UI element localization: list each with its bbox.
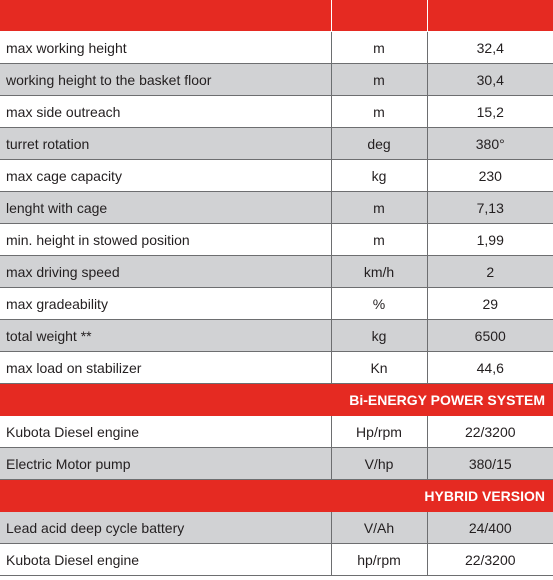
row-label: working height to the basket floor bbox=[0, 64, 331, 96]
row-label: lenght with cage bbox=[0, 192, 331, 224]
row-unit: m bbox=[331, 64, 427, 96]
row-label: max cage capacity bbox=[0, 160, 331, 192]
row-value: 44,6 bbox=[427, 352, 553, 384]
row-unit: hp/rpm bbox=[331, 544, 427, 576]
row-unit: % bbox=[331, 288, 427, 320]
row-value: 6500 bbox=[427, 320, 553, 352]
row-value: 32,4 bbox=[427, 32, 553, 64]
row-value: 22/3200 bbox=[427, 416, 553, 448]
table-row bbox=[0, 32, 553, 64]
row-unit: km/h bbox=[331, 256, 427, 288]
row-value: 7,13 bbox=[427, 192, 553, 224]
row-label: total weight ** bbox=[0, 320, 331, 352]
row-label: Kubota Diesel engine bbox=[0, 416, 331, 448]
row-label: turret rotation bbox=[0, 128, 331, 160]
section-header-hybrid bbox=[0, 480, 553, 512]
row-unit: m bbox=[331, 192, 427, 224]
row-value: 380/15 bbox=[427, 448, 553, 480]
header-cell-value bbox=[427, 0, 553, 32]
row-unit: V/hp bbox=[331, 448, 427, 480]
row-label: max gradeability bbox=[0, 288, 331, 320]
row-value: 2 bbox=[427, 256, 553, 288]
row-unit: kg bbox=[331, 320, 427, 352]
row-unit: m bbox=[331, 96, 427, 128]
table-row bbox=[0, 192, 553, 224]
table-row bbox=[0, 160, 553, 192]
row-value: 29 bbox=[427, 288, 553, 320]
row-label: max side outreach bbox=[0, 96, 331, 128]
row-value: 15,2 bbox=[427, 96, 553, 128]
table-row bbox=[0, 352, 553, 384]
header-cell-unit bbox=[331, 0, 427, 32]
row-label: min. height in stowed position bbox=[0, 224, 331, 256]
table-row bbox=[0, 448, 553, 480]
table-row bbox=[0, 224, 553, 256]
row-unit: Hp/rpm bbox=[331, 416, 427, 448]
row-label: max driving speed bbox=[0, 256, 331, 288]
row-value: 24/400 bbox=[427, 512, 553, 544]
table-row bbox=[0, 256, 553, 288]
table-row bbox=[0, 64, 553, 96]
table-row bbox=[0, 288, 553, 320]
row-unit: kg bbox=[331, 160, 427, 192]
row-unit: m bbox=[331, 32, 427, 64]
row-label: Kubota Diesel engine bbox=[0, 544, 331, 576]
row-value: 1,99 bbox=[427, 224, 553, 256]
table-row bbox=[0, 512, 553, 544]
row-unit: V/Ah bbox=[331, 512, 427, 544]
row-value: 380° bbox=[427, 128, 553, 160]
row-label: max load on stabilizer bbox=[0, 352, 331, 384]
table-row bbox=[0, 96, 553, 128]
row-label: Lead acid deep cycle battery bbox=[0, 512, 331, 544]
row-value: 22/3200 bbox=[427, 544, 553, 576]
table-row bbox=[0, 320, 553, 352]
row-value: 230 bbox=[427, 160, 553, 192]
table-row bbox=[0, 544, 553, 576]
row-label: Electric Motor pump bbox=[0, 448, 331, 480]
row-label: max working height bbox=[0, 32, 331, 64]
header-cell-label bbox=[0, 0, 331, 32]
row-unit: deg bbox=[331, 128, 427, 160]
table-header-row bbox=[0, 0, 553, 32]
section-title: HYBRID VERSION bbox=[0, 480, 553, 512]
table-row bbox=[0, 128, 553, 160]
table-row bbox=[0, 416, 553, 448]
section-title: Bi-ENERGY POWER SYSTEM bbox=[0, 384, 553, 416]
row-value: 30,4 bbox=[427, 64, 553, 96]
section-header-bi-energy bbox=[0, 384, 553, 416]
row-unit: Kn bbox=[331, 352, 427, 384]
row-unit: m bbox=[331, 224, 427, 256]
